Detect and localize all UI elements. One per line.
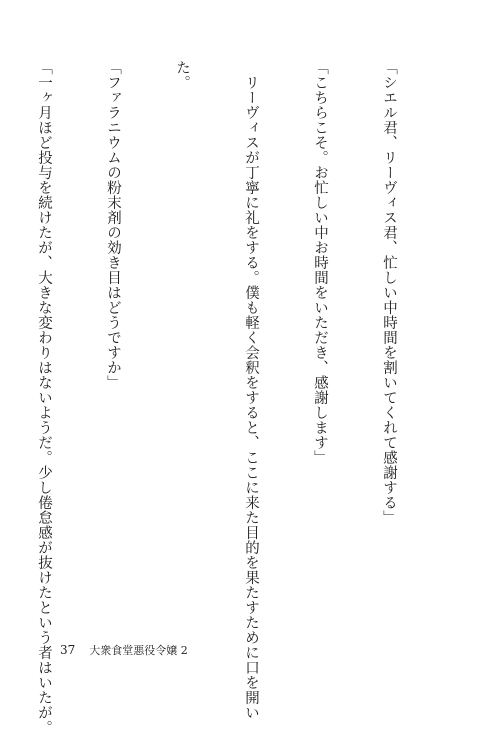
page-number: 37 bbox=[60, 643, 76, 657]
text-line: リーヴィスが丁寧に礼をする。僕も軽く会釈をすると、ここに来た目的を果たすために口を開い bbox=[243, 60, 259, 720]
text-line: た。 bbox=[174, 60, 190, 90]
text-line: 「一ヶ月ほど投与を続けたが、大きな変わりはないようだ。少し倦怠感が抜けたという者はいたが。 bbox=[36, 60, 52, 735]
text-line: 「こちらこそ。お忙しい中お時間をいただき、感謝します」 bbox=[312, 60, 328, 465]
page-footer bbox=[60, 642, 188, 658]
text-line: 「ファラニウムの粉末剤の効き目はどうですか」 bbox=[105, 60, 121, 390]
book-title: 大衆食堂悪役令嬢 2 bbox=[89, 644, 188, 657]
text-line: 「シエル君、リーヴィス君、忙しい中時間を割いてくれて感謝する」 bbox=[381, 60, 397, 525]
